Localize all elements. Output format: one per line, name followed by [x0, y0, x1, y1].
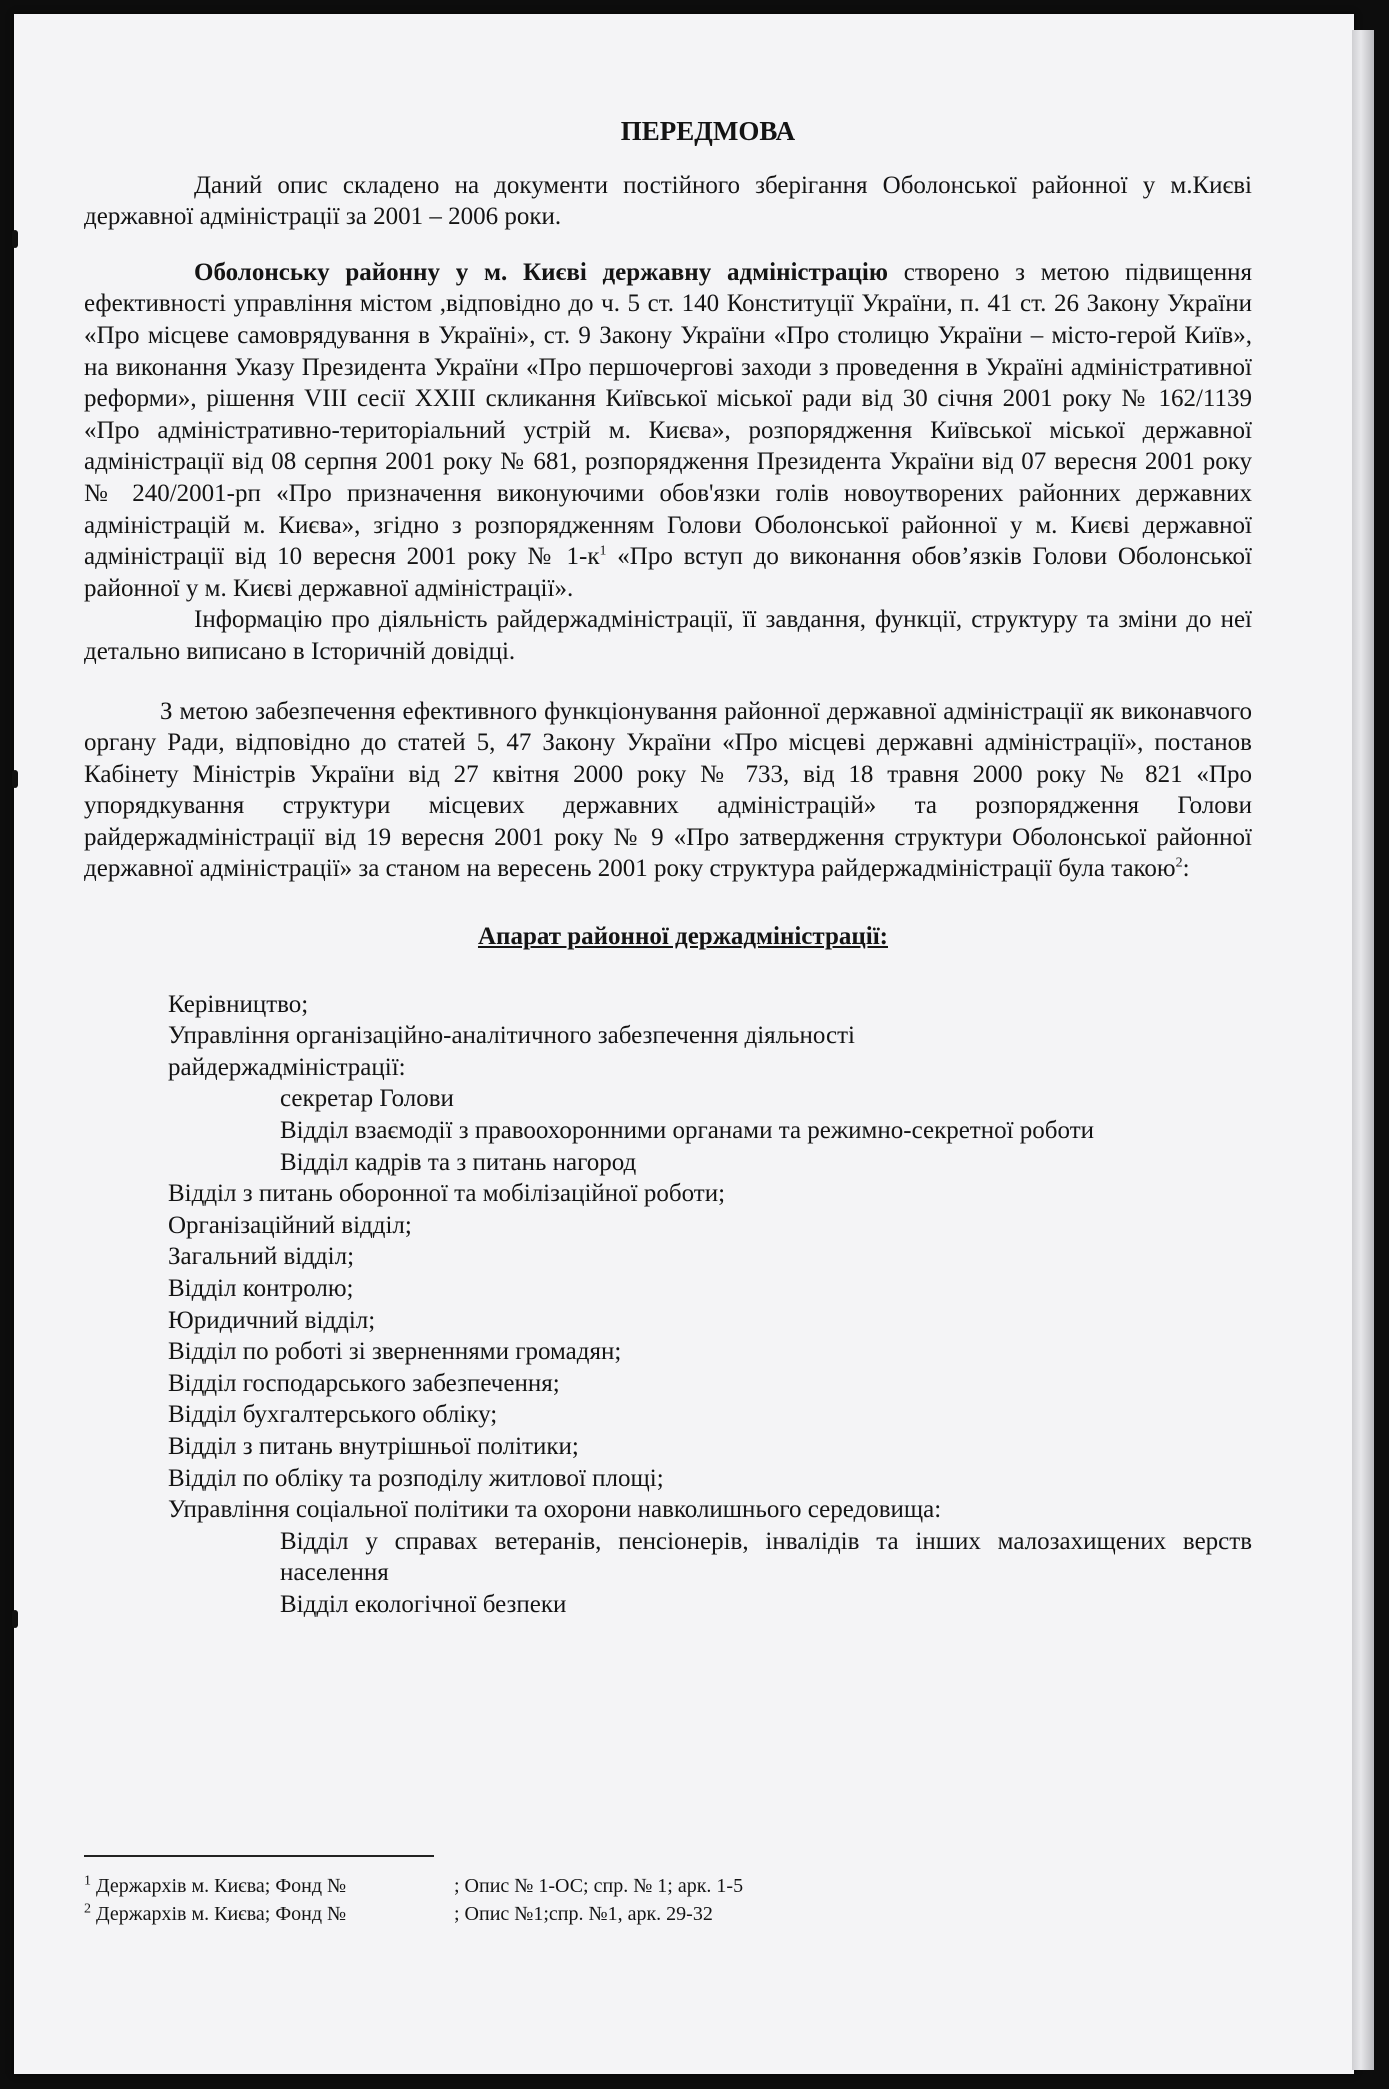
list-item: Відділ з питань оборонної та мобілізаційної роботи; — [168, 1180, 726, 1208]
structure-paragraph — [84, 696, 1252, 886]
list-item-management — [168, 1020, 1252, 1052]
list-item: Організаційний відділ; — [168, 1211, 412, 1239]
word: діяльності — [744, 1022, 855, 1050]
list-item-management-cont: райдержадміністрації: — [168, 1053, 406, 1081]
creation-bold-lead: Оболонську районну у м. Києві державну адміністрацію — [194, 258, 888, 286]
sub-item: Відділ кадрів та з питань нагород — [280, 1148, 637, 1176]
creation-text: створено з метою підвищення ефективності управління містом ,відповідно до ч. 5 ст. 140 Конституції України, п. 41 ст. 26 Закону України «Про місцеве самоврядування в Україні», ст. 9 Закону України «Про столицю України – місто-герой Київ», на виконання Указу Президента України «Про першочергові заходи з проведення в Україні адміністративної реформи», рішення VIII сесії XXIII скликання Київської міської ради від 30 січня 2001 року № 162/1139 «Про адміністративно-територіальний устрій м. Києва», розпорядження Київської міської державної адміністрації від 08 серпня 2001 року № 681, розпорядження Президента України від 07 вересня 2001 року № 240/2001-рп «Про призначення виконуючими обов'язки голів новоутворених районних державних адміністрацій м. Києва», згідно з розпорядженням Голови Оболонської районної у м. Києві державної адміністрації від 10 вересня 2001 року № 1-к — [84, 258, 1253, 571]
sub-item: Відділ екологічної безпеки — [280, 1590, 567, 1618]
sub-item: секретар Голови — [280, 1085, 454, 1113]
footnote-2 — [84, 1900, 743, 1928]
list-item: Юридичний відділ; — [168, 1306, 376, 1334]
document-body — [84, 116, 1252, 1621]
structure-text: З метою забезпечення ефективного функціонування районної державної адміністрації як виконавчого органу Ради, відповідно до статей 5, 47 Закону України «Про місцеві державні адміністрації», постанов Кабінету Міністрів України від 27 квітня 2000 року № 733, від 18 травня 2000 року № 821 «Про упорядкування структури місцевих державних адміністрацій» та розпорядження Голови райдержадміністрації від 19 вересня 2001 року № 9 «Про затвердження структури Оболонської районної державної адміністрації» за станом на вересень 2001 року структура райдержадміністрації була такою — [84, 697, 1252, 883]
structure-list — [84, 989, 1252, 1621]
list-item: Відділ бухгалтерського обліку; — [168, 1401, 498, 1429]
sub-item: Відділ взаємодії з правоохоронними органами та режимно-секретної роботи — [280, 1117, 1095, 1145]
intro-paragraph: Даний опис складено на документи постійного зберігання Оболонської районної у м.Києві державної адміністрації за 2001 – 2006 роки. — [84, 171, 1252, 231]
word: Управління — [168, 1022, 290, 1050]
page-edge — [1352, 30, 1374, 2070]
binding-hole-mark — [12, 770, 18, 788]
list-item: Відділ контролю; — [168, 1275, 354, 1302]
list-item: Відділ господарського забезпечення; — [168, 1369, 560, 1397]
list-item: Управління соціальної політики та охорони навколишнього середовища: — [168, 1496, 942, 1524]
structure-text-end: : — [1182, 855, 1190, 883]
footnote-source: Держархів м. Києва; Фонд № — [96, 1875, 347, 1897]
footnote-source: Держархів м. Києва; Фонд № — [96, 1903, 347, 1925]
footnote-1 — [84, 1872, 743, 1900]
binding-hole-mark — [12, 230, 18, 248]
list-item: Відділ по обліку та розподілу житлової площі; — [168, 1464, 664, 1492]
list-item: Відділ з питань внутрішньої політики; — [168, 1432, 579, 1460]
creation-paragraph — [84, 257, 1252, 605]
word: організаційно-аналітичного — [295, 1022, 592, 1050]
footnote-reference: ; Опис №1;спр. №1, арк. 29-32 — [454, 1903, 713, 1925]
footnote-ref-1: 1 — [599, 543, 607, 559]
footnote-number: 1 — [84, 1873, 91, 1889]
section-heading: Апарат районної держадміністрації: — [477, 923, 888, 951]
footnotes — [84, 1872, 743, 1928]
info-paragraph: Інформацію про діяльність райдержадміністрації, її завдання, функції, структуру та зміни до неї детально виписано в Історичній довідці. — [84, 606, 1252, 665]
footnote-ref-2: 2 — [1175, 856, 1183, 872]
footnote-divider — [84, 1855, 434, 1857]
list-item: Відділ по роботі зі зверненнями громадян; — [168, 1338, 622, 1366]
footnote-reference: ; Опис № 1-ОС; спр. № 1; арк. 1-5 — [454, 1875, 744, 1897]
list-item: Керівництво; — [168, 990, 309, 1018]
word: забезпечення — [597, 1022, 739, 1050]
binding-hole-mark — [12, 1610, 18, 1628]
sub-item: Відділ у справах ветеранів, пенсіонерів, інвалідів та інших малозахищених верств населення — [280, 1527, 1252, 1587]
list-item: Загальний відділ; — [168, 1243, 355, 1271]
creation-text-end: «Про вступ до виконання обов’язків Голови Оболонської районної у м. Києві державної адміністрації». — [84, 543, 1252, 602]
footnote-number: 2 — [84, 1901, 91, 1917]
document-title: ПЕРЕДМОВА — [620, 116, 796, 146]
